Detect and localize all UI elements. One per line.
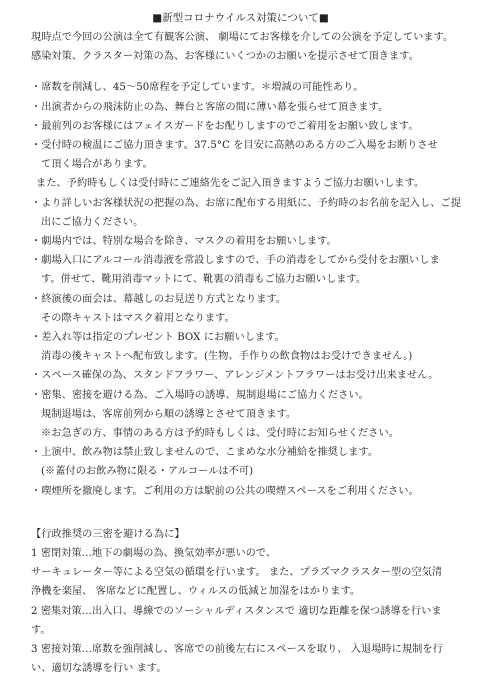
measure-item-continued: す。併せて、靴用消毒マットにて、靴裏の消毒もご協力お願いします。 [41, 274, 367, 286]
policy-line: サーキュレーター等による空気の循環を行います。 また、プラズマクラスター型の空気清 [31, 567, 443, 579]
measure-item: ・劇場内では、特別な場合を除き、マスクの着用をお願いします。 [31, 236, 337, 247]
measure-item-continued: 消毒の後キャストへ配布致します。(生物、手作りの飲食物はお受けできません。) [41, 351, 413, 363]
measure-item: ・密集、密接を避ける為、ご入場時の誘導、規制退場にご協力ください。 [31, 389, 369, 401]
measure-item: ・最前列のお客様にはフェイスガードをお配りしますのでご着用をお願い致します。 [31, 120, 419, 132]
measure-item: ・スペース確保の為、スタンドフラワー、アレンジメントフラワーはお受け出来ません。 [31, 370, 439, 382]
measure-item: ・受付時の検温にご協力頂きます。37.5°C を目安に高熱のある方のご入場をお断りさせ [31, 140, 438, 151]
measure-item-continued: (※蓋付のお飲み物に限る・アルコールは不可) [41, 466, 254, 478]
policy-line: す。 [31, 624, 51, 636]
measure-item: ・終演後の面会は、幕越しのお見送り方式となります。 [31, 293, 287, 305]
intro-line: 感染対策、クラスター対策の為、お客様にいくつかのお願いを提示させて頂きます。 [31, 51, 419, 63]
measure-item: ・差入れ等は指定のプレゼント BOX にお願いします。 [31, 332, 285, 343]
document-title: ■新型コロナウイルス対策について■ [152, 12, 329, 24]
measure-item-continued: 出にご協力ください。 [41, 216, 144, 228]
measure-item: ・上演中、飲み物は禁止致しませんので、こまめな水分補給を推奨します。 [31, 447, 379, 459]
policy-line: 2 密集対策…出入口、導線でのソーシャルディスタンスで 適切な距離を保つ誘導を行いま [31, 605, 442, 617]
measure-item: ・席数を削減し、45～50席程を予定しています。＊増減の可能性あり。 [31, 82, 364, 94]
policy-line: 浄機を楽屋、 客席などに配置し、ウィルスの低減と加湿をはかります。 [31, 586, 361, 598]
intro-line: 現時点で今回の公演は全て有観客公演、 劇場にてお客様を介しての公演を予定しています。 [31, 32, 454, 43]
measure-item: ・喫煙所を撤廃します。ご利用の方は駅前の公共の喫煙スペースをご利用ください。 [31, 485, 419, 497]
policy-line: 3 密接対策…席数を強削減し、客席での前後左右にスペースを取り、 入退場時に規制を行 [31, 644, 443, 655]
policy-heading: 【行政推奨の三密を避ける為に】 [31, 528, 185, 540]
measure-item-continued: 規制退場は、客席前列から順の誘導とさせて頂きます。 [41, 408, 297, 420]
policy-line: 1 密閉対策…地下の劇場の為、換気効率が悪いので、 [31, 548, 277, 559]
measure-note: また、予約時もしくは受付時にご連絡先をご記入頂きますようご協力お願いします。 [36, 178, 425, 190]
measure-note: ※お急ぎの方、事情のある方は予約時もしくは、受付時にお知らせください。 [41, 428, 400, 439]
measure-item: ・より詳しいお客様状況の把握の為、お席に配布する用紙に、予約時のお名前を記入し、ご提 [31, 197, 461, 209]
measure-item: ・劇場入口にアルコール消毒液を常設しますので、手の消毒をしてから受付をお願いしま [31, 255, 440, 267]
measure-item: ・出演者からの飛沫防止の為、舞台と客席の間に薄い幕を張らせて頂きます。 [31, 101, 389, 113]
measure-item-continued: て頂く場合があります。 [41, 159, 153, 171]
measure-item-continued: その際キャストはマスク着用となります。 [41, 312, 235, 324]
policy-line: い、適切な誘導を行い ます。 [31, 663, 167, 675]
